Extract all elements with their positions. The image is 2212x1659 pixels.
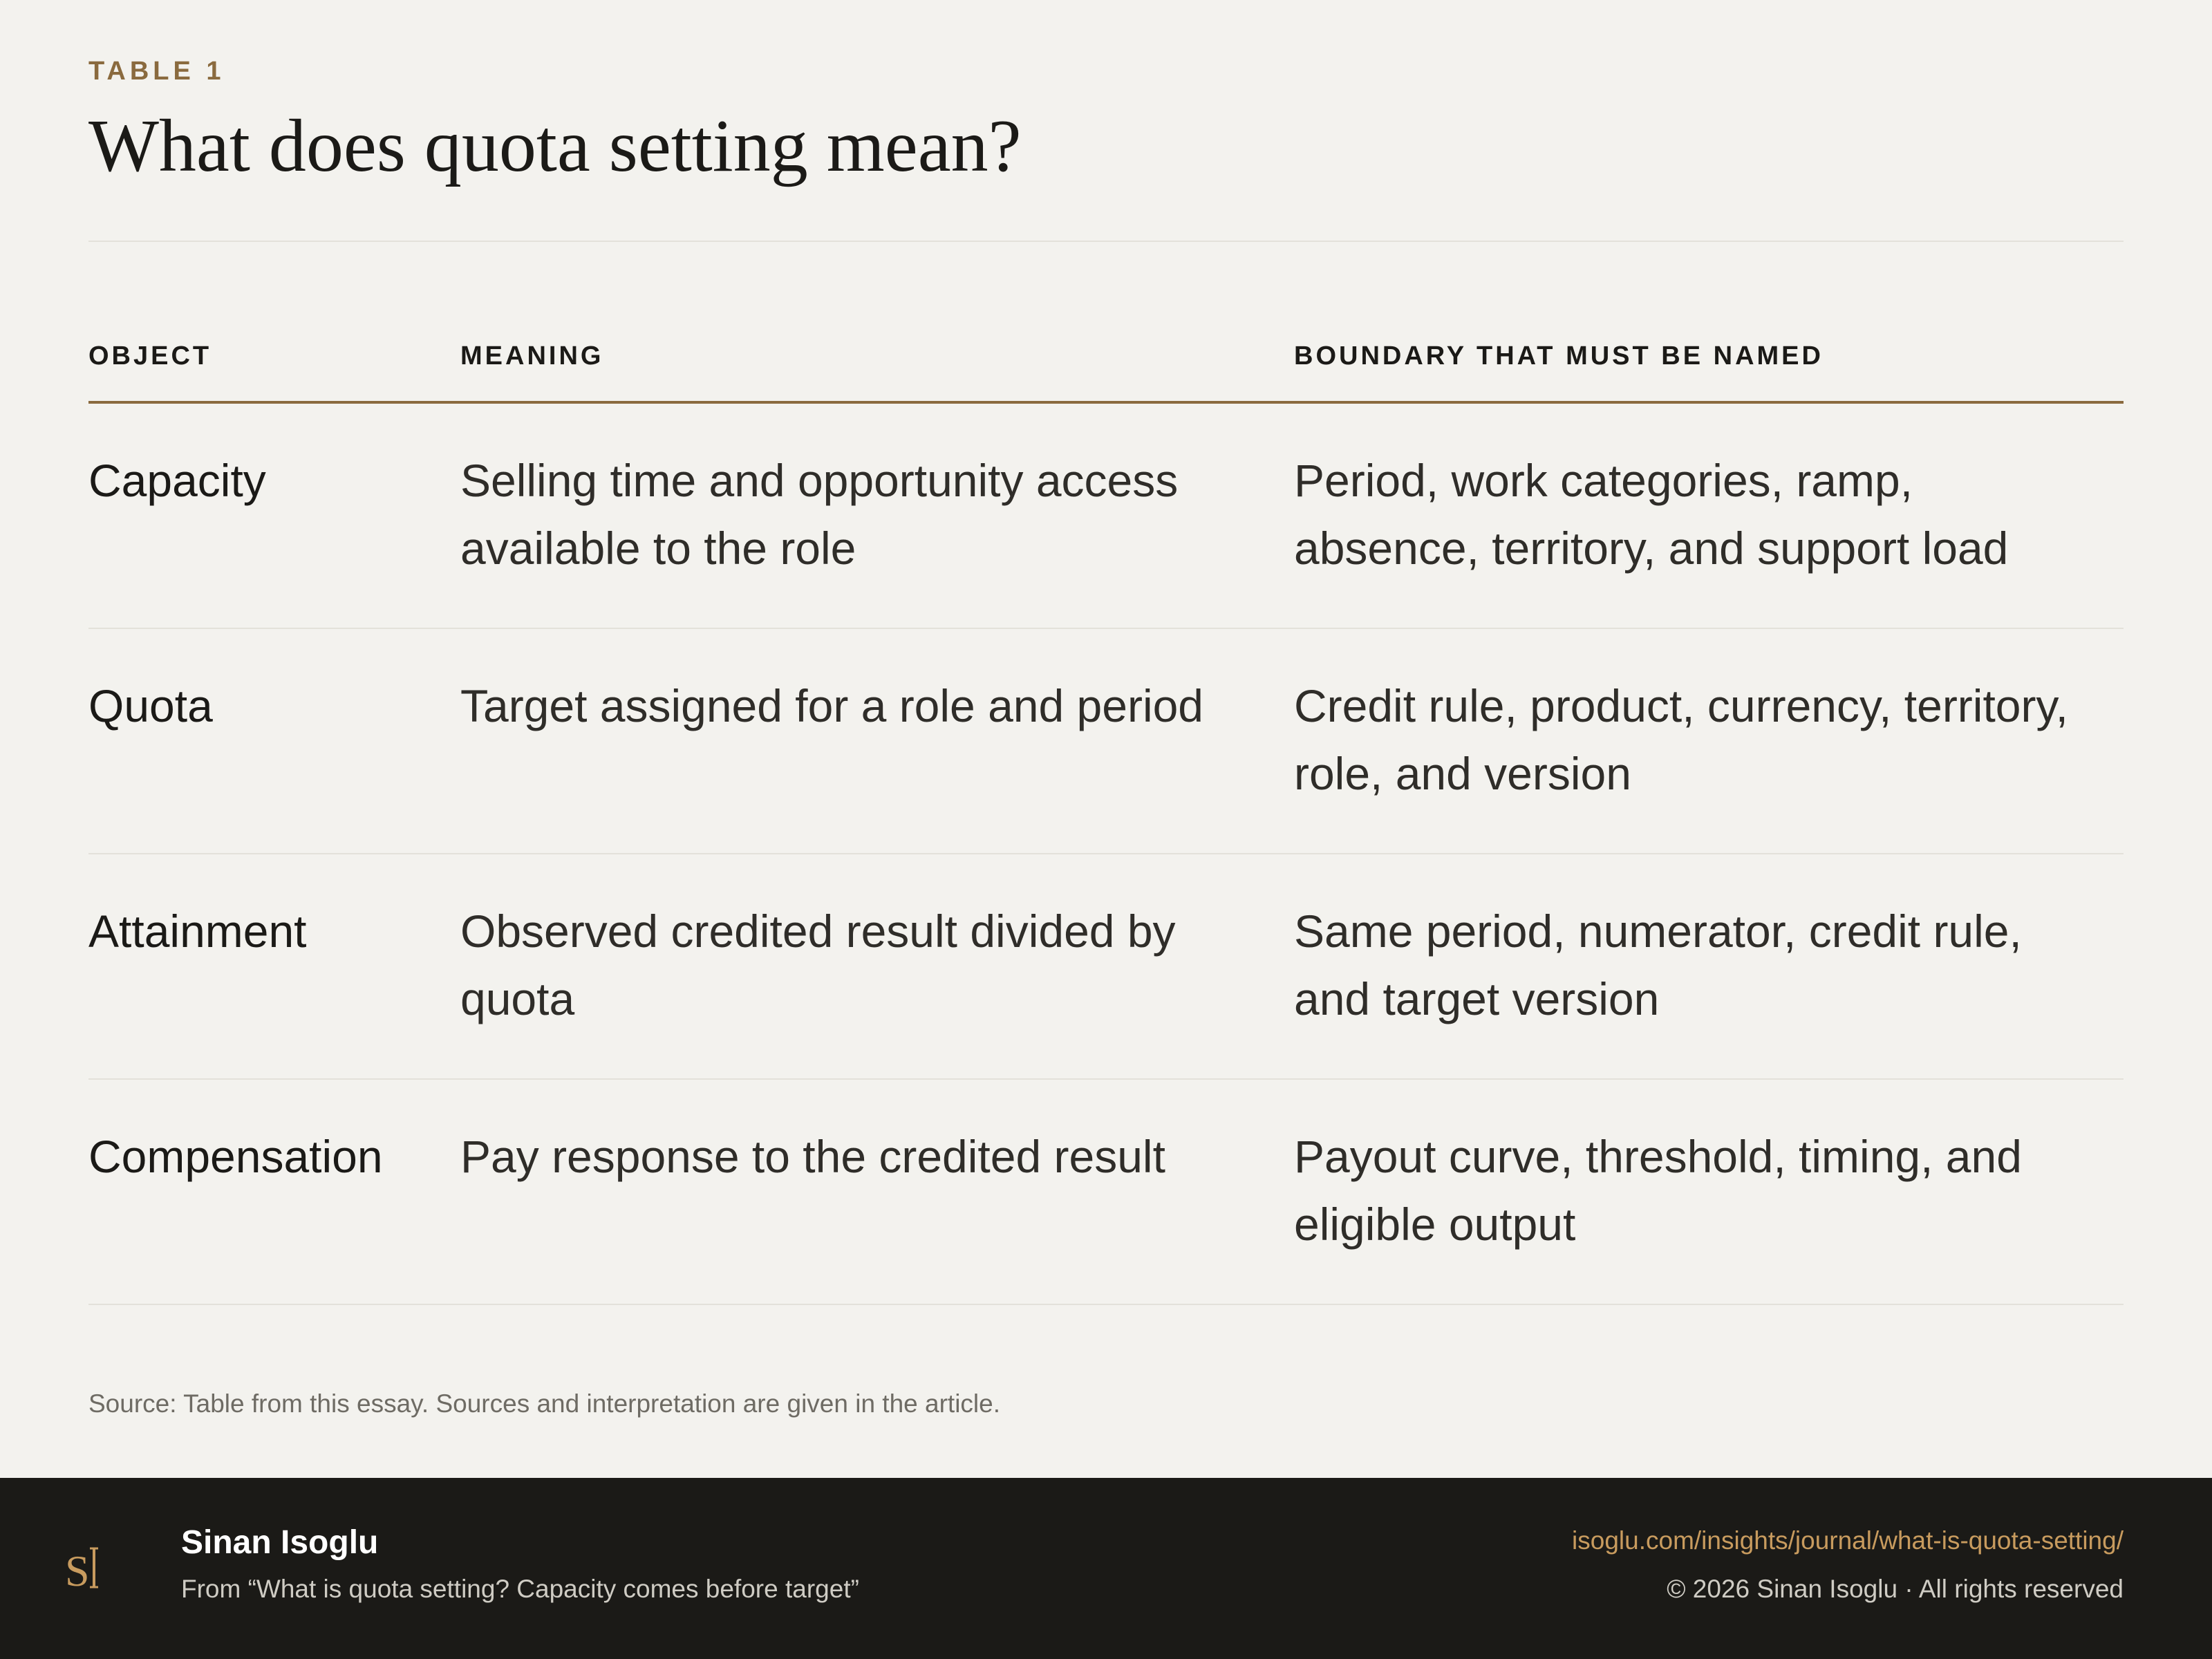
- author-name: Sinan Isoglu: [181, 1524, 379, 1561]
- column-header-boundary: BOUNDARY THAT MUST BE NAMED: [1294, 341, 1824, 371]
- cell-meaning: Observed credited result divided by quota: [460, 906, 1176, 1024]
- cell-meaning: Pay response to the credited result: [460, 1131, 1165, 1182]
- svg-text:S: S: [65, 1546, 90, 1595]
- table-row: [88, 629, 2124, 854]
- cell-object: Compensation: [88, 1131, 383, 1182]
- cell-boundary: Credit rule, product, currency, territory, role, and version: [1294, 680, 2068, 799]
- table-row: [88, 1080, 2124, 1305]
- article-table-figure: [88, 0, 2124, 1478]
- monogram-si-icon: [62, 1541, 118, 1597]
- article-link[interactable]: isoglu.com/insights/journal/what-is-quota-setting/: [1572, 1526, 2124, 1555]
- column-header-object: OBJECT: [88, 341, 212, 371]
- table-row: [88, 854, 2124, 1080]
- cell-boundary: Same period, numerator, credit rule, and target version: [1294, 906, 2022, 1024]
- divider: [88, 241, 2124, 242]
- footer: [0, 1478, 2212, 1659]
- copyright-notice: © 2026 Sinan Isoglu · All rights reserved: [1667, 1575, 2124, 1603]
- cell-object: Capacity: [88, 455, 266, 506]
- cell-meaning: Target assigned for a role and period: [460, 680, 1204, 731]
- page-title: What does quota setting mean?: [88, 105, 1022, 187]
- column-header-meaning: MEANING: [460, 341, 604, 371]
- definitions-table: [88, 332, 2124, 1305]
- cell-object: Quota: [88, 680, 213, 731]
- table-eyebrow: TABLE 1: [88, 57, 225, 86]
- source-note: Source: Table from this essay. Sources and interpretation are given in the article.: [88, 1389, 1000, 1418]
- table-row: [88, 404, 2124, 629]
- cell-object: Attainment: [88, 906, 307, 957]
- cell-boundary: Period, work categories, ramp, absence, territory, and support load: [1294, 455, 2009, 574]
- table-header: [88, 332, 2124, 404]
- cell-meaning: Selling time and opportunity access available to the role: [460, 455, 1179, 574]
- article-reference: From “What is quota setting? Capacity comes before target”: [181, 1575, 859, 1603]
- cell-boundary: Payout curve, threshold, timing, and eligible output: [1294, 1131, 2022, 1250]
